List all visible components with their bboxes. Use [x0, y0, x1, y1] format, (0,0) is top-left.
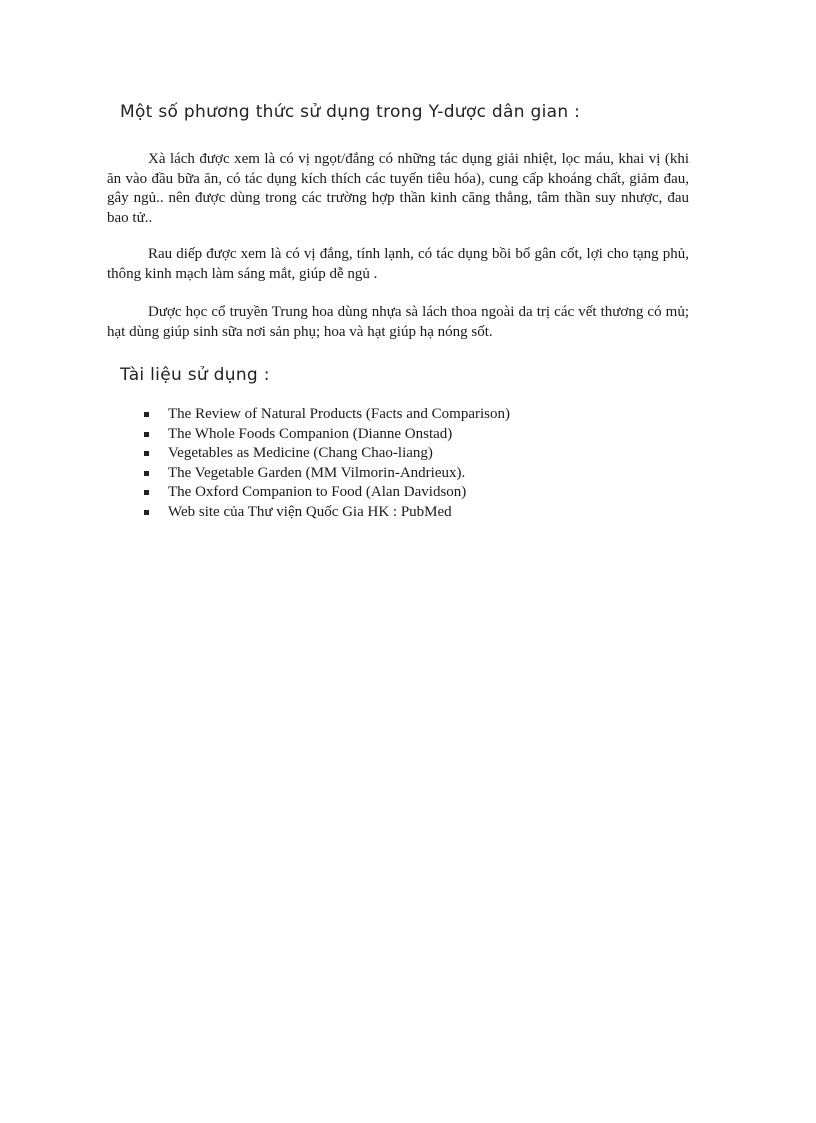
square-bullet-icon [144, 412, 149, 417]
reference-item [142, 425, 510, 445]
reference-item [142, 444, 510, 464]
references-heading: Tài liệu sử dụng : [120, 365, 270, 385]
folk-usage-heading: Một số phương thức sử dụng trong Y-dược dân gian : [120, 102, 581, 122]
reference-text: The Review of Natural Products (Facts and Comparison) [168, 406, 511, 422]
reference-text: The Whole Foods Companion (Dianne Onstad) [168, 425, 453, 442]
paragraph-lettuce-properties: Xà lách được xem là có vị ngọt/đắng có những tác dụng giải nhiệt, lọc máu, khai vị (khi ăn vào đầu bữa ăn, có tác dụng kích thích các tuyến tiêu hóa), cung cấp khoáng chất, giảm đau, gây ngủ.. nên được dùng trong các trường hợp thần kinh căng thẳng, tâm thần suy nhược, đau bao tử.. [107, 151, 689, 226]
reference-text: Web site của Thư viện Quốc Gia HK : PubMed [168, 503, 452, 520]
square-bullet-icon [144, 432, 149, 437]
paragraph-chinese-medicine: Dược học cổ truyền Trung hoa dùng nhựa sà lách thoa ngoài da trị các vết thương có mủ; hạt dùng giúp sinh sữa nơi sản phụ; hoa và hạt giúp hạ nóng sốt. [107, 304, 689, 340]
reference-text: The Oxford Companion to Food (Alan Davidson) [168, 484, 467, 501]
reference-item [142, 483, 510, 503]
square-bullet-icon [144, 451, 149, 456]
references-list [142, 405, 510, 523]
reference-item [142, 503, 510, 523]
reference-text: The Vegetable Garden (MM Vilmorin-Andrieux). [168, 464, 466, 481]
reference-item [142, 464, 510, 484]
reference-text: Vegetables as Medicine (Chang Chao-liang) [168, 445, 433, 462]
square-bullet-icon [144, 510, 149, 515]
square-bullet-icon [144, 490, 149, 495]
paragraph-romaine-properties: Rau diếp được xem là có vị đắng, tính lạnh, có tác dụng bồi bổ gân cốt, lợi cho tạng phủ, thông kinh mạch làm sáng mắt, giúp dễ ngủ . [107, 246, 689, 282]
reference-item [142, 405, 510, 425]
square-bullet-icon [144, 471, 149, 476]
